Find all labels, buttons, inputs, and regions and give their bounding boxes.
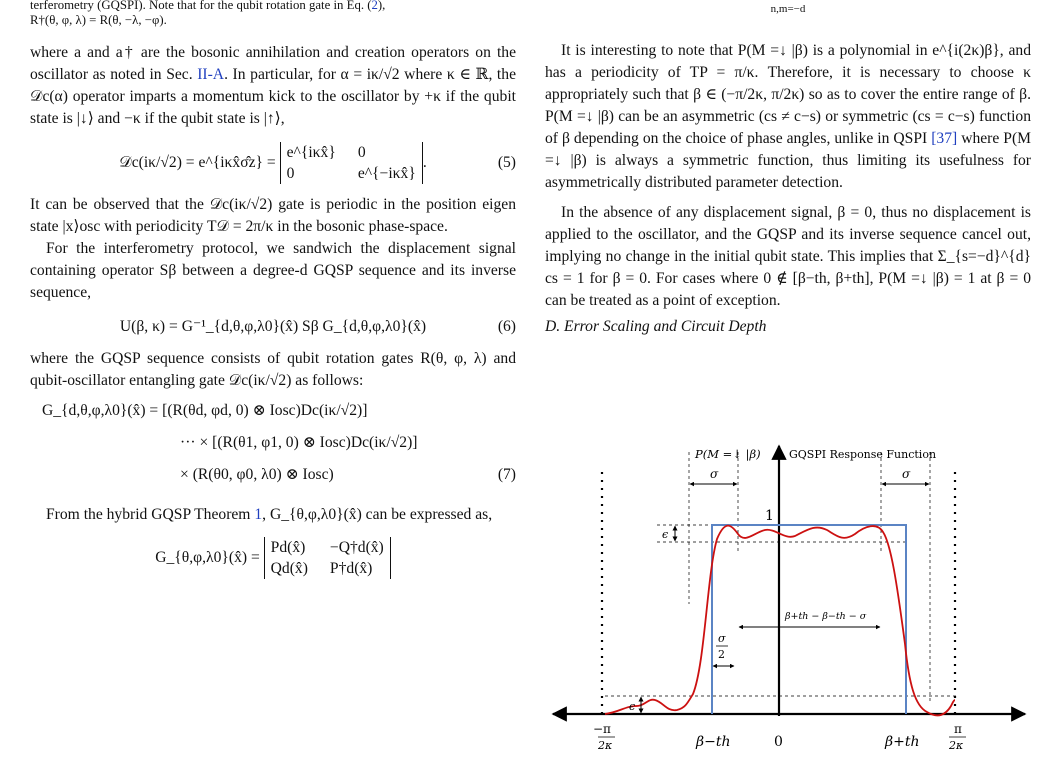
guide-lines bbox=[605, 452, 957, 714]
sum-limits: n,m=−d bbox=[770, 3, 806, 15]
matrix-cell: Pd(x̂) bbox=[270, 539, 306, 557]
figure-title: GQSPI Response Function bbox=[789, 448, 937, 461]
paragraph-text: , G_{θ,φ,λ0}(x̂) can be expressed as, bbox=[262, 506, 493, 523]
plateau-width-label: β+th − β−th − σ bbox=[785, 611, 867, 622]
paragraph-text: From the hybrid GQSP Theorem bbox=[46, 506, 251, 523]
caption-formula: R†(θ, φ, λ) = R(θ, −λ, −φ). bbox=[30, 13, 167, 27]
y-value-label: 1 bbox=[765, 508, 774, 524]
x-tick-beta-plus: β+th bbox=[885, 734, 920, 750]
sigma-half-numerator: σ bbox=[718, 632, 726, 645]
equation-7 bbox=[30, 400, 516, 496]
section-heading: D. Error Scaling and Circuit Depth bbox=[545, 318, 767, 335]
equation-body: U(β, κ) = G⁻¹_{d,θ,φ,λ0}(x̂) Sβ G_{d,θ,φ,λ0}(x̂) bbox=[119, 318, 427, 335]
paragraph-text: . In particular, for α = iκ/√2 where κ ∈ ℝ, the 𝒟c(α) operator imparts a momentum kick to the oscillator by +κ if the qubit state is |↓⟩ and −κ if the qubit state is |↑⟩, bbox=[30, 66, 516, 127]
equation-matrix bbox=[264, 537, 391, 579]
right-column bbox=[545, 0, 1031, 338]
equation-line: × (R(θ0, φ0, λ0) ⊗ Iosc) bbox=[180, 466, 334, 483]
equation-6 bbox=[30, 312, 516, 342]
matrix-cell: P†d(x̂) bbox=[329, 560, 373, 578]
paragraph-protocol: For the interferometry protocol, we sandwich the displacement signal containing operator Sβ between a degree-d GQSP sequence and its inverse sequence, bbox=[30, 240, 516, 301]
x-tick-pos-half-period bbox=[948, 722, 966, 752]
equation-lhs: G_{θ,φ,λ0}(x̂) = bbox=[155, 549, 260, 566]
tick-denominator: 2κ bbox=[949, 739, 964, 752]
equation-5: 𝒟c(iκ/√2) = e^{iκx̂σ̂z} = e^{iκx̂} 0 0 e^{−iκx̂} . (5) bbox=[30, 140, 516, 186]
equation-number: (5) bbox=[497, 154, 516, 171]
sum-limits-fragment bbox=[545, 0, 1031, 28]
matrix-cell: e^{iκx̂} bbox=[286, 144, 336, 162]
matrix-cell: 0 bbox=[286, 165, 295, 183]
caption-text: terferometry (GQSPI). Note that for the qubit rotation gate in Eq. ( bbox=[30, 0, 372, 12]
equation-matrix bbox=[280, 142, 423, 184]
gqspi-response-figure bbox=[545, 444, 1031, 766]
tick-numerator: −π bbox=[593, 722, 611, 736]
paragraph-gqsp-sequence: where the GQSP sequence consists of qubit rotation gates R(θ, φ, λ) and qubit-oscillator entangling gate 𝒟c(iκ/√2) as follows: bbox=[30, 350, 516, 389]
matrix-cell: 0 bbox=[357, 144, 366, 162]
theorem-link[interactable]: 1 bbox=[254, 506, 263, 523]
equation-line: G_{d,θ,φ,λ0}(x̂) = [(R(θd, φd, 0) ⊗ Iosc)Dc(iκ/√2)] bbox=[42, 402, 368, 419]
epsilon-label-top: ϵ bbox=[662, 528, 669, 541]
paragraph-absence: In the absence of any displacement signal, β = 0, thus no displacement is applied to the oscillator, and the GQSP and its inverse sequence cancel out, implying no change in the initial qubit state. This implies that Σ_{s=−d}^{d} cs = 1 for β = 0. For cases where 0 ∉ [β−th, β+th], P(M =↓ |β) = 1 at β = 0 can be treated as a point of exception. bbox=[545, 204, 1031, 309]
sigma-label-right: σ bbox=[902, 467, 911, 481]
paragraph-periodicity: It can be observed that the 𝒟c(iκ/√2) gate is periodic in the position eigen state |x⟩osc with periodicity T𝒟 = 2π/κ in the bosonic phase-space. bbox=[30, 196, 516, 235]
paragraph-polynomial bbox=[545, 40, 1031, 194]
matrix-cell: Qd(x̂) bbox=[270, 560, 308, 578]
paragraph-theorem bbox=[30, 504, 516, 526]
x-tick-zero: 0 bbox=[774, 734, 783, 750]
sigma-label-left: σ bbox=[710, 467, 719, 481]
caption-text-end: ), bbox=[377, 0, 386, 12]
epsilon-label-bottom: ϵ bbox=[629, 700, 636, 713]
paragraph-bosonic-operators bbox=[30, 42, 516, 130]
matrix-cell: −Q†d(x̂) bbox=[329, 539, 384, 557]
caption-eq-link[interactable]: 2 bbox=[371, 0, 378, 12]
citation-link[interactable]: [37] bbox=[931, 130, 958, 147]
equation-lhs: 𝒟c(iκ/√2) = e^{iκx̂σ̂z} = bbox=[119, 154, 276, 171]
y-axis-label: P(M =↓ |β) bbox=[695, 447, 761, 461]
figure-caption bbox=[30, 0, 516, 28]
equation-line: ··· × [(R(θ1, φ1, 0) ⊗ Iosc)Dc(iκ/√2)] bbox=[180, 434, 418, 451]
x-tick-neg-half-period bbox=[593, 722, 615, 752]
paragraph-text: It is interesting to note that P(M =↓ |β) is a polynomial in e^{i(2κ)β}, and has a periodicity of TP = π/κ. Therefore, it is necessary to choose κ appropriately such that β ∈ (−π/2κ, π/2κ) so as to cover the entire range of β. P(M =↓ |β) can be an asymmetric (cs ≠ c−s) or symmetric (cs = c−s) function of β depending on the choice of phase angles, unlike in QSPI bbox=[545, 42, 1031, 147]
matrix-cell: e^{−iκx̂} bbox=[357, 165, 416, 183]
sigma-half-denominator: 2 bbox=[718, 648, 725, 661]
equation-8 bbox=[30, 534, 516, 582]
paragraph-text: where P(M =↓ |β) is always a symmetric function, thus limiting its usefulness for asymmetrically distributed parameter detection. bbox=[545, 130, 1031, 191]
tick-denominator: 2κ bbox=[598, 739, 613, 752]
left-column bbox=[30, 0, 516, 582]
equation-number: (6) bbox=[497, 318, 516, 335]
tick-numerator: π bbox=[954, 722, 962, 736]
section-link[interactable]: II-A bbox=[197, 66, 225, 83]
x-tick-beta-minus: β−th bbox=[696, 734, 731, 750]
paragraph-text: where a and a† are the bosonic annihilation and creation operators on the oscillator as noted in Sec. bbox=[30, 44, 516, 83]
equation-number: (7) bbox=[497, 466, 516, 483]
